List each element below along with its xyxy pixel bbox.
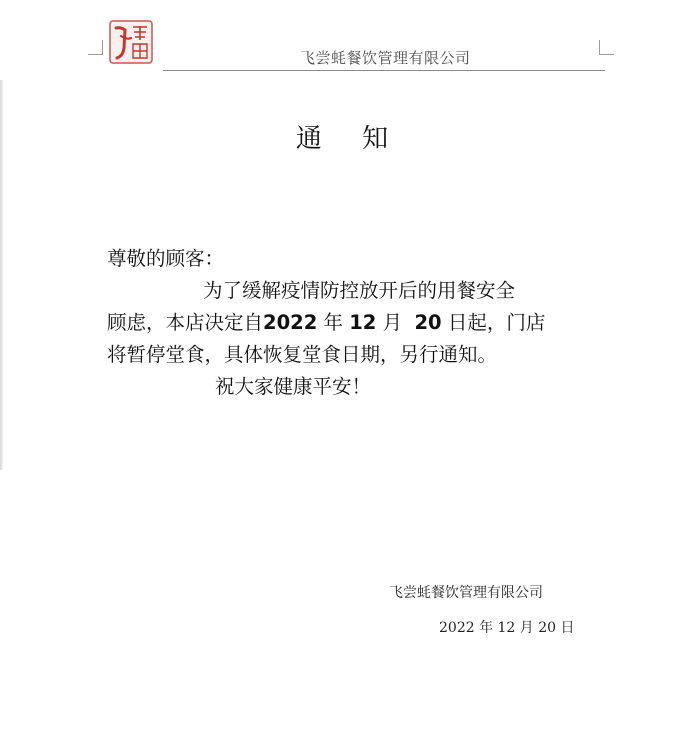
paragraph-line-2-lead: 顾虑，本店决定自 bbox=[107, 311, 264, 334]
company-logo-seal-icon bbox=[107, 18, 155, 66]
year-unit: 年 bbox=[323, 311, 344, 334]
month-unit: 月 bbox=[382, 311, 403, 334]
notice-title: 通 知 bbox=[295, 124, 405, 154]
crop-mark-top-right bbox=[599, 40, 614, 55]
notice-body bbox=[107, 243, 607, 403]
salutation: 尊敬的顾客： bbox=[107, 247, 225, 270]
effective-day: 20 bbox=[414, 311, 442, 334]
signature-date: 2022 年 12 月 20 日 bbox=[439, 620, 575, 636]
header-company-name: 飞尝蚝餐饮管理有限公司 bbox=[300, 49, 471, 67]
paragraph-line-1: 为了缓解疫情防控放开后的用餐安全 bbox=[203, 279, 516, 302]
effective-year: 2022 bbox=[263, 311, 318, 334]
crop-mark-top-left bbox=[88, 40, 103, 55]
effective-month: 12 bbox=[349, 311, 377, 334]
header-divider bbox=[163, 70, 605, 71]
signature-company-name: 飞尝蚝餐饮管理有限公司 bbox=[389, 585, 543, 601]
paragraph-line-3: 将暂停堂食，具体恢复堂食日期，另行通知。 bbox=[107, 343, 498, 366]
paragraph-line-2 bbox=[107, 307, 607, 339]
closing-wish: 祝大家健康平安！ bbox=[215, 375, 372, 398]
paragraph-line-2-tail: 日起，门店 bbox=[447, 311, 546, 334]
